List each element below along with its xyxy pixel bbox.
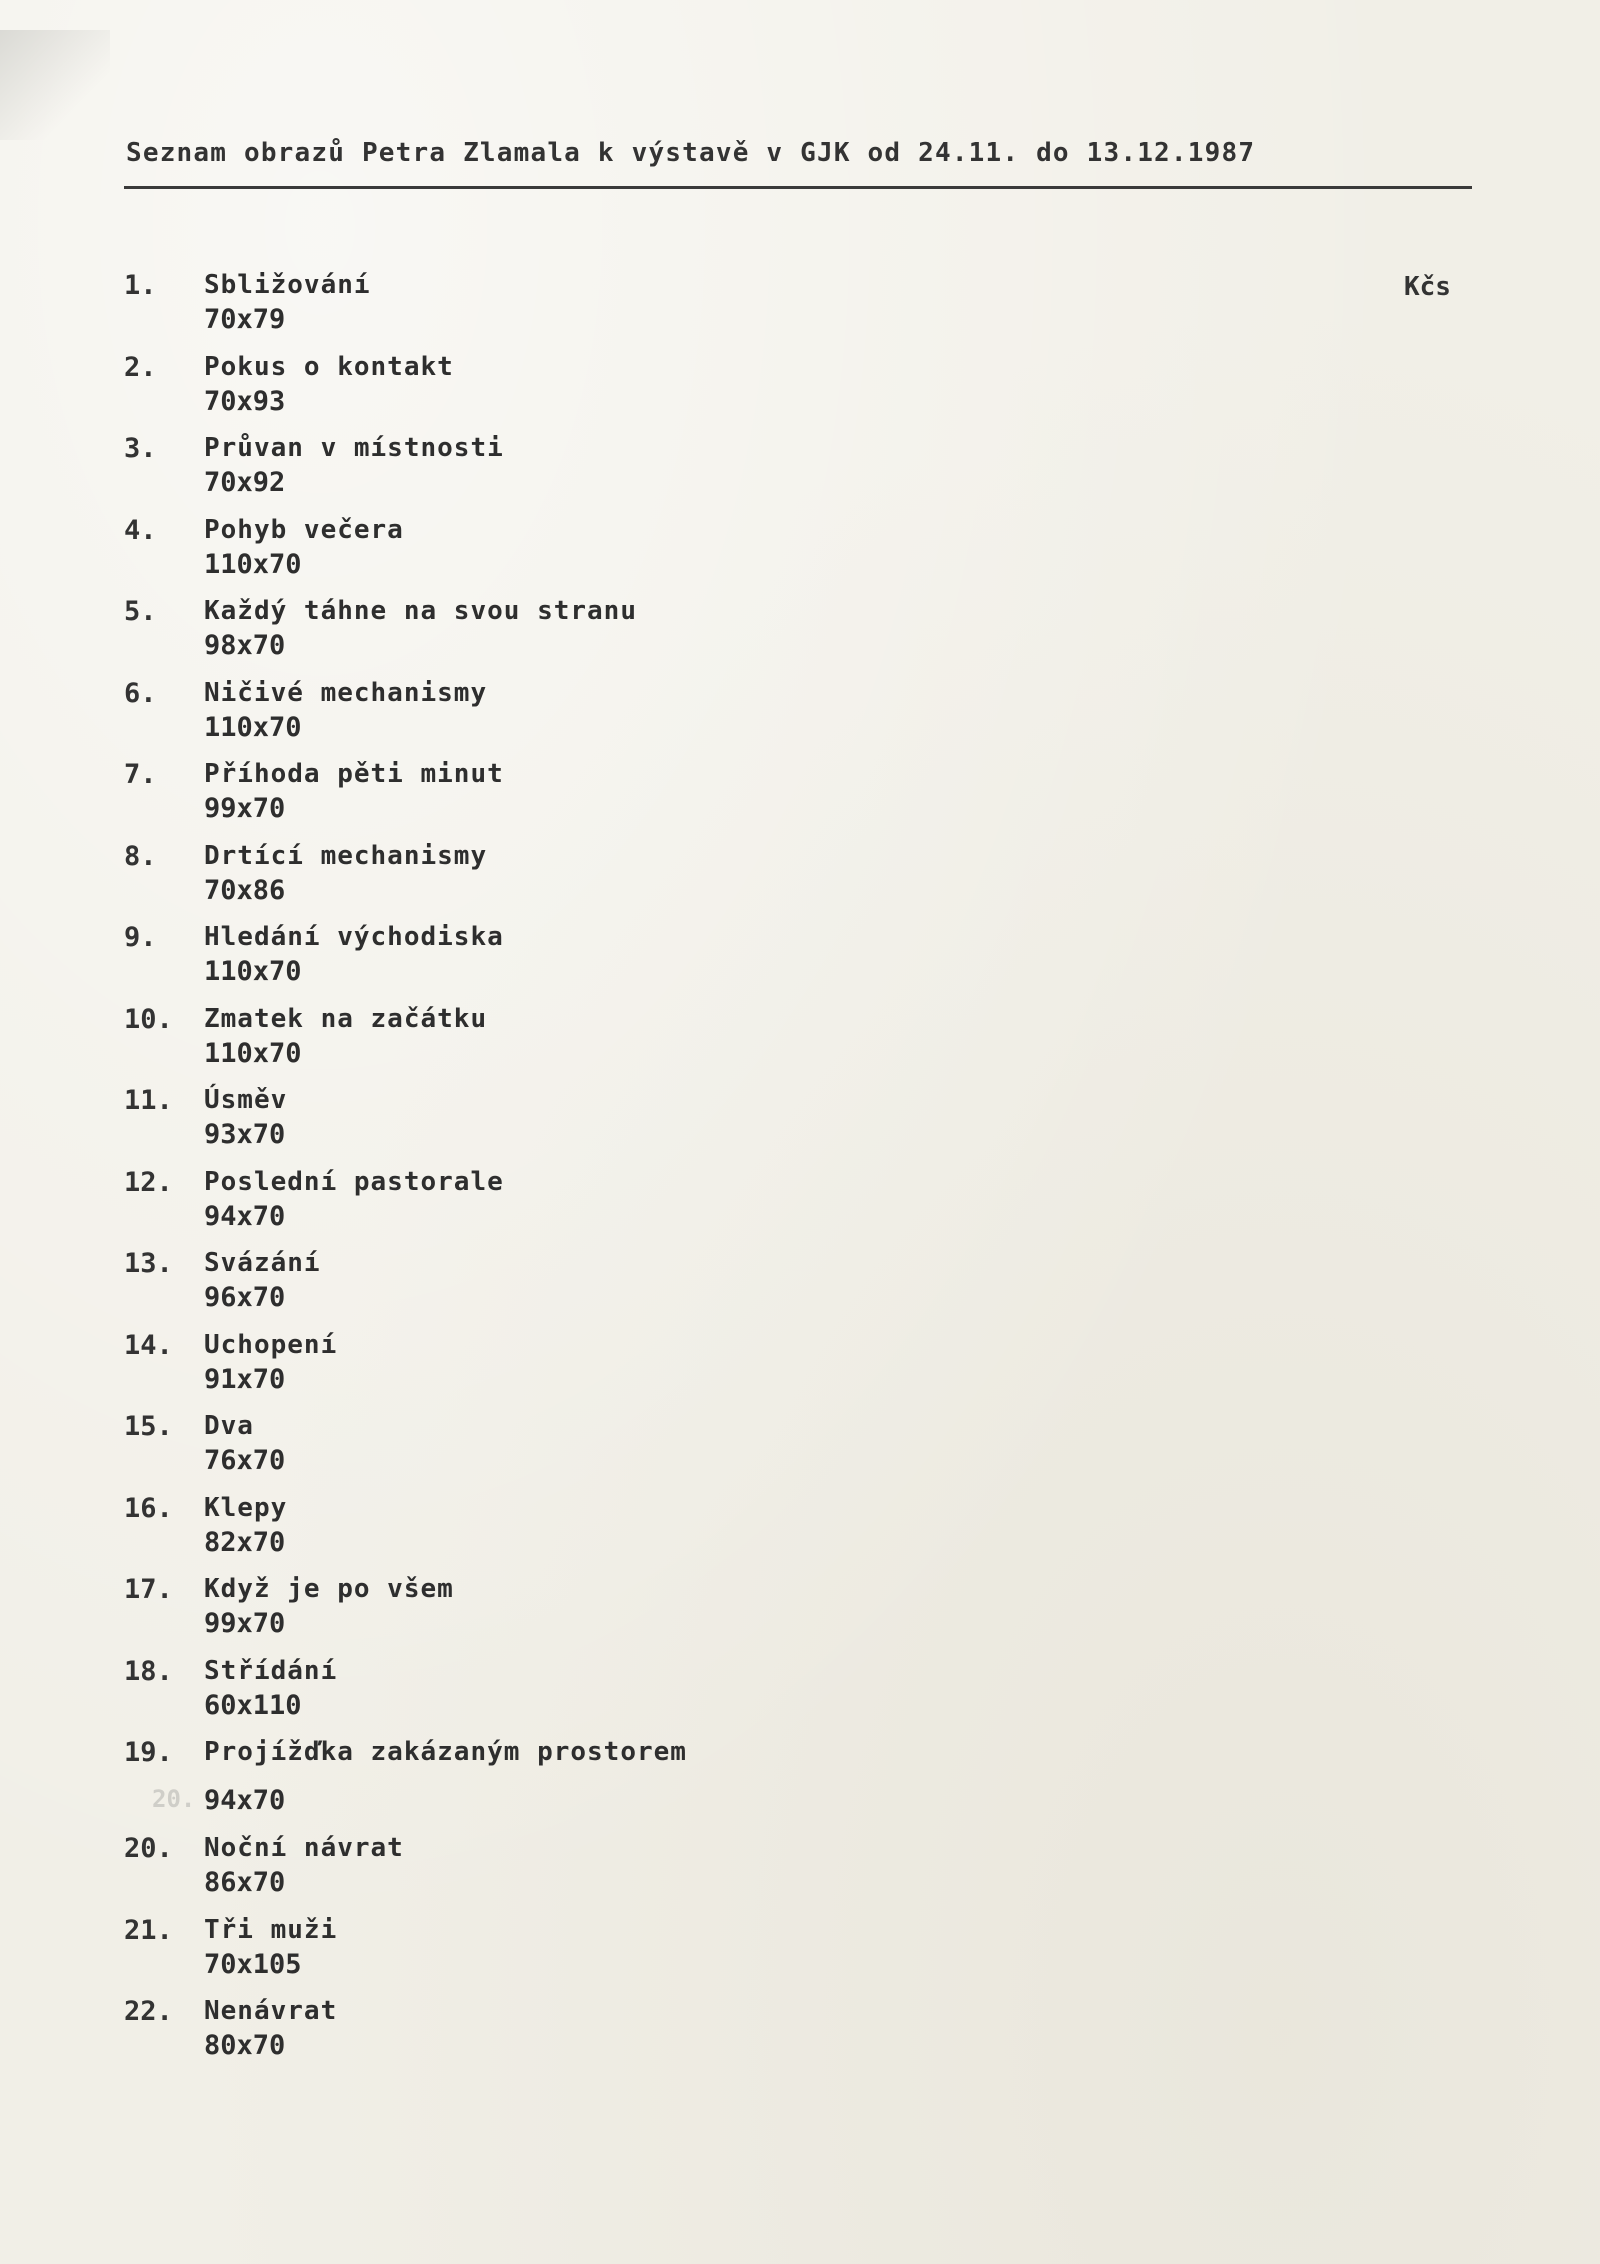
item-number: 4. [124, 514, 157, 546]
painting-dimensions: 94x70 [204, 1785, 286, 1816]
painting-title: Úsměv [204, 1085, 288, 1115]
list-item [124, 1085, 1324, 1167]
painting-dimensions: 110x70 [204, 548, 302, 580]
item-number: 18. [124, 1655, 173, 1687]
item-number: 2. [124, 351, 157, 383]
painting-title: Drtící mechanismy [204, 840, 488, 871]
item-number: 5. [124, 596, 157, 627]
item-number: 17. [124, 1574, 173, 1605]
painting-dimensions: 94x70 [204, 1200, 286, 1232]
list-item [124, 433, 1324, 515]
list-item [124, 1004, 1324, 1086]
painting-dimensions: 82x70 [204, 1526, 286, 1558]
list-item [124, 1574, 1324, 1656]
painting-title: Pokus o kontakt [204, 351, 454, 382]
list-item [124, 1996, 1324, 2078]
item-number: 19. [124, 1737, 173, 1768]
painting-title: Hledání východiska [204, 922, 504, 952]
painting-title: Nenávrat [204, 1996, 338, 2026]
item-number: 21. [124, 1914, 173, 1946]
list-item [124, 759, 1324, 841]
list-item [124, 515, 1324, 597]
painting-dimensions: 98x70 [204, 630, 286, 661]
painting-dimensions: 70x93 [204, 385, 286, 417]
painting-title: Ničivé mechanismy [204, 677, 488, 708]
item-number: 3. [124, 433, 157, 464]
document-title: Seznam obrazů Petra Zlamala k výstavě v GJK od 24.11. do 13.12.1987 [126, 138, 1256, 168]
painting-dimensions: 80x70 [204, 2030, 286, 2061]
list-item [124, 1737, 1324, 1833]
item-number: 22. [124, 1996, 173, 2027]
list-item [124, 270, 1324, 352]
erased-item-number: 20. [152, 1785, 196, 1813]
painting-title: Průvan v místnosti [204, 433, 504, 463]
painting-title: Uchopení [204, 1329, 338, 1360]
painting-dimensions: 110x70 [204, 711, 302, 743]
item-number: 8. [124, 840, 157, 872]
item-number: 6. [124, 677, 157, 709]
item-number: 13. [124, 1248, 173, 1279]
painting-dimensions: 93x70 [204, 1119, 286, 1150]
list-item [124, 1493, 1324, 1575]
painting-dimensions: 110x70 [204, 956, 302, 987]
item-number: 7. [124, 759, 157, 790]
currency-column-label: Kčs [1404, 272, 1451, 302]
painting-dimensions: 86x70 [204, 1867, 286, 1898]
list-item [124, 678, 1324, 760]
list-item [124, 1248, 1324, 1330]
title-underline [124, 186, 1472, 189]
painting-title: Svázání [204, 1248, 321, 1278]
painting-title: Noční návrat [204, 1833, 404, 1863]
list-item [124, 352, 1324, 434]
painting-dimensions: 110x70 [204, 1037, 302, 1069]
list-item [124, 1411, 1324, 1493]
painting-dimensions: 76x70 [204, 1445, 286, 1476]
painting-dimensions: 99x70 [204, 1608, 286, 1639]
list-item [124, 841, 1324, 923]
painting-dimensions: 70x105 [204, 1948, 302, 1980]
item-number: 11. [124, 1085, 173, 1116]
painting-title: Klepy [204, 1492, 288, 1523]
painting-title: Projížďka zakázaným prostorem [204, 1737, 687, 1767]
item-number: 12. [124, 1166, 173, 1198]
painting-dimensions: 70x79 [204, 304, 286, 335]
list-item [124, 1330, 1324, 1412]
painting-title: Tři muži [204, 1914, 338, 1945]
item-number: 15. [124, 1411, 173, 1442]
painting-title: Když je po všem [204, 1574, 454, 1604]
painting-dimensions: 60x110 [204, 1689, 302, 1721]
list-item [124, 1656, 1324, 1738]
list-item [124, 596, 1324, 678]
list-item [124, 1167, 1324, 1249]
painting-title: Zmatek na začátku [204, 1003, 488, 1034]
list-item [124, 1915, 1324, 1997]
item-number: 20. [124, 1833, 173, 1864]
item-number: 10. [124, 1003, 173, 1035]
list-item [124, 1833, 1324, 1915]
torn-corner [0, 30, 110, 140]
painting-dimensions: 91x70 [204, 1363, 286, 1395]
painting-dimensions: 99x70 [204, 793, 286, 824]
painting-title: Každý táhne na svou stranu [204, 596, 637, 626]
painting-title: Sbližování [204, 270, 371, 300]
painting-dimensions: 70x92 [204, 467, 286, 498]
painting-title: Poslední pastorale [204, 1166, 504, 1197]
list-item [124, 922, 1324, 1004]
painting-title: Příhoda pěti minut [204, 759, 504, 789]
item-number: 16. [124, 1492, 173, 1524]
painting-title: Dva [204, 1411, 254, 1441]
item-number: 1. [124, 270, 157, 301]
painting-dimensions: 96x70 [204, 1282, 286, 1313]
item-number: 9. [124, 922, 157, 953]
painting-dimensions: 70x86 [204, 874, 286, 906]
painting-title: Pohyb večera [204, 514, 404, 545]
painting-title: Střídání [204, 1655, 338, 1686]
painting-list [124, 270, 1324, 2078]
item-number: 14. [124, 1329, 173, 1361]
